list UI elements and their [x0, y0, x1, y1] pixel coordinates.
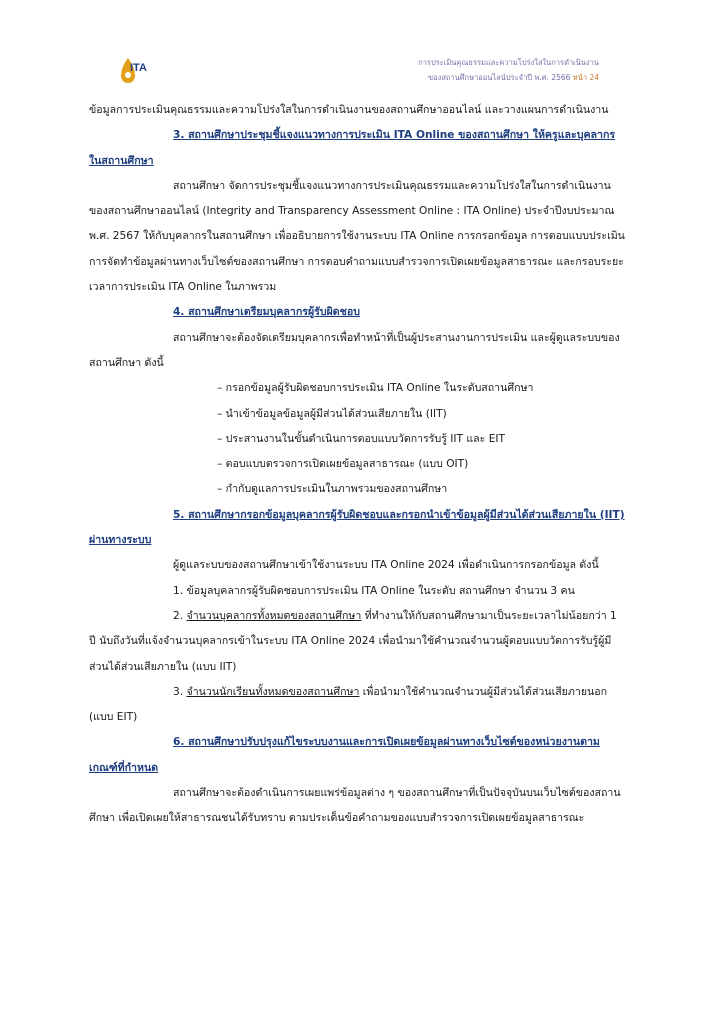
item-text: เพื่อนำมาใช้คำนวณจำนวนผู้มีส่วนได้ส่วนเสียภายนอก (แบบ EIT): [89, 685, 608, 724]
list-item: – ประสานงานในขั้นดำเนินการตอบแบบวัดการรับรู้ IIT และ EIT: [217, 432, 506, 445]
section-4-heading: 4. สถานศึกษาเตรียมบุคลากรผู้รับผิดชอบ: [173, 306, 360, 319]
list-item: – ตอบแบบตรวจการเปิดเผยข้อมูลสาธารณะ (แบบ OIT): [217, 458, 469, 471]
section-6-body: สถานศึกษาจะต้องดำเนินการเผยแพร่ข้อมูลต่าง ๆ ของสถานศึกษาที่เป็นปัจจุบันบนเว็บไซต์ของสถานศึกษา เพื่อเปิดเผยให้สาธารณชนได้รับทราบ ตามประเด็นข้อคำถามของแบบสำรวจการเปิดเผยข้อมูลสาธารณะ: [89, 787, 621, 825]
section-4-body: สถานศึกษาจะต้องจัดเตรียมบุคลากรเพื่อทำหน้าที่เป็นผู้ประสานงานการประเมิน และผู้ดูแลระบบของสถานศึกษา ดังนี้: [89, 331, 620, 369]
page-number: หน้า 24: [572, 73, 599, 82]
section-5-item-3: [89, 680, 625, 731]
item-text: ที่ทำงานให้กับสถานศึกษามาเป็นระยะเวลาไม่น้อยกว่า 1 ปี นับถึงวันที่แจ้งจำนวนบุคลากรเข้าในระบบ ITA Online 2024 เพื่อนำมาใช้คำนวณจำนวนผู้ตอบแบบวัดการรับรู้ผู้มีส่วนได้ส่วนเสียภายใน (แบบ IIT): [89, 609, 617, 673]
logo-text: ITA: [130, 62, 147, 74]
page-header: [0, 0, 709, 90]
document-body: [89, 98, 625, 832]
header-title: การประเมินคุณธรรมและความโปร่งใสในการดำเนินงาน: [418, 58, 599, 67]
section-5-item-2: [89, 604, 625, 680]
item-number: 2.: [173, 609, 187, 622]
list-item: – นำเข้าข้อมูลข้อมูลผู้มีส่วนได้ส่วนเสียภายใน (IIT): [217, 407, 447, 420]
section-6-heading: 6. สถานศึกษาปรับปรุงแก้ไขระบบงานและการเปิดเผยข้อมูลผ่านทางเว็บไซต์ของหน่วยงานตามเกณฑ์ที่กำหนด: [89, 736, 600, 774]
header-year: ของสถานศึกษาออนไลน์ประจำปี พ.ศ. 2566: [428, 73, 571, 82]
underlined-term: จำนวนบุคลากรทั้งหมดของสถานศึกษา: [186, 609, 362, 622]
section-3-heading: 3. สถานศึกษาประชุมชี้แจงแนวทางการประเมิน ITA Online ของสถานศึกษา ให้ครูและบุคลากรในสถานศึกษา: [89, 129, 616, 167]
underlined-term: จำนวนนักเรียนทั้งหมดของสถานศึกษา: [186, 685, 360, 698]
list-item: – กรอกข้อมูลผู้รับผิดชอบการประเมิน ITA Online ในระดับสถานศึกษา: [217, 382, 534, 395]
item-number: 3.: [173, 685, 187, 698]
intro-paragraph: ข้อมูลการประเมินคุณธรรมและความโปร่งใสในการดำเนินงานของสถานศึกษาออนไลน์ และวางแผนการดำเนินงาน: [89, 104, 609, 116]
list-item: – กำกับดูแลการประเมินในภาพรวมของสถานศึกษา: [217, 483, 448, 496]
section-5-item-1: 1. ข้อมูลบุคลากรผู้รับผิดชอบการประเมิน ITA Online ในระดับ สถานศึกษา จำนวน 3 คน: [173, 584, 575, 597]
section-5-heading: 5. สถานศึกษากรอกข้อมูลบุคลากรผู้รับผิดชอบและกรอกนำเข้าข้อมูลผู้มีส่วนได้ส่วนเสียภายใน (IIT) ผ่านทางระบบ: [89, 508, 625, 547]
section-3-body: สถานศึกษา จัดการประชุมชี้แจงแนวทางการประเมินคุณธรรมและความโปร่งใสในการดำเนินงานของสถานศึกษาออนไลน์ (Integrity and Transparency Assessment Online : ITA Online) ประจำปีงบประมาณ พ.ศ. 2567 ให้กับบุคลากรในสถานศึกษา เพื่ออธิบายการใช้งานระบบ ITA Online การกรอกข้อมูล การตอบแบบประเมิน การจัดทำข้อมูลผ่านทางเว็บไซต์ของสถานศึกษา การตอบคำถามแบบสำรวจการเปิดเผยข้อมูลสาธารณะ และกรอบระยะเวลาการประเมิน ITA Online ในภาพรวม: [89, 179, 625, 294]
header-subtitle: [428, 72, 599, 84]
section-5-body: ผู้ดูแลระบบของสถานศึกษาเข้าใช้งานระบบ ITA Online 2024 เพื่อดำเนินการกรอกข้อมูล ดังนี้: [173, 559, 599, 572]
